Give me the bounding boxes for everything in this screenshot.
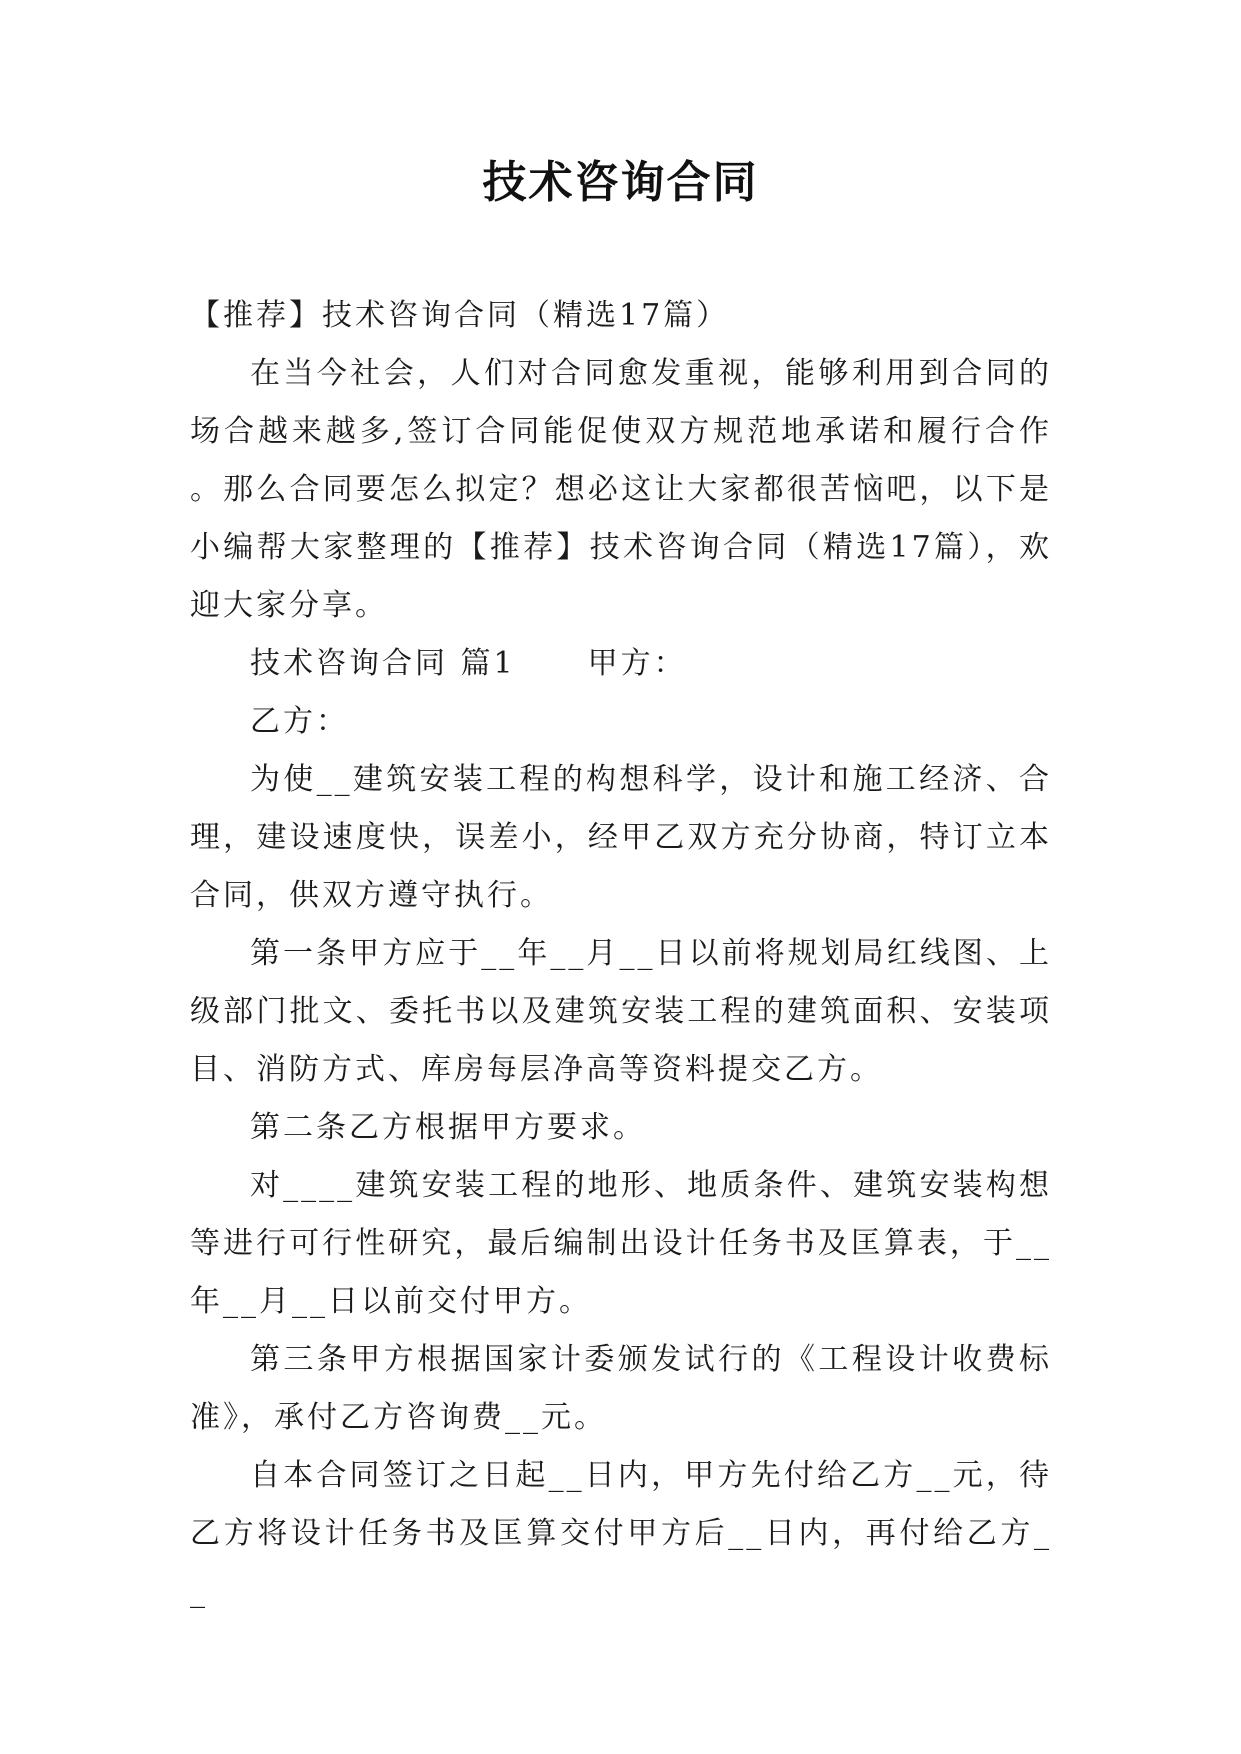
document-body bbox=[190, 287, 1052, 1621]
heading-line: 【推荐】技术咨询合同（精选17篇） bbox=[190, 298, 730, 333]
party-a-label: 甲方： bbox=[587, 646, 687, 681]
party-b-label: 乙方： bbox=[250, 704, 349, 739]
article-3: 第三条甲方根据国家计委颁发试行的《工程设计收费标准》，承付乙方咨询费__元。 bbox=[190, 1342, 1052, 1435]
article-1: 第一条甲方应于__年__月__日以前将规划局红线图、上级部门批文、委托书以及建筑安装工程的建筑面积、安装项目、消防方式、库房每层净高等资料提交乙方。 bbox=[190, 936, 1052, 1087]
document-title: 技术咨询合同 bbox=[482, 157, 759, 208]
purpose-paragraph: 为使__建筑安装工程的构想科学，设计和施工经济、合理，建设速度快，误差小，经甲乙双方充分协商，特订立本合同，供双方遵守执行。 bbox=[190, 762, 1052, 913]
section-header-line bbox=[190, 635, 1052, 693]
payment-paragraph: 自本合同签订之日起__日内，甲方先付给乙方__元，待乙方将设计任务书及匡算交付甲方后__日内，再付给乙方__ bbox=[190, 1458, 1052, 1609]
article-2: 第二条乙方根据甲方要求。 bbox=[250, 1110, 646, 1145]
section-label: 技术咨询合同 篇1 bbox=[250, 646, 516, 681]
intro-paragraph: 在当今社会，人们对合同愈发重视，能够利用到合同的场合越来越多,签订合同能促使双方规范地承诺和履行合作。那么合同要怎么拟定？想必这让大家都很苦恼吧，以下是小编帮大家整理的【推荐】技术咨询合同（精选17篇），欢迎大家分享。 bbox=[190, 356, 1052, 623]
article-2-detail: 对____建筑安装工程的地形、地质条件、建筑安装构想等进行可行性研究，最后编制出设计任务书及匡算表，于__年__月__日以前交付甲方。 bbox=[190, 1168, 1052, 1319]
